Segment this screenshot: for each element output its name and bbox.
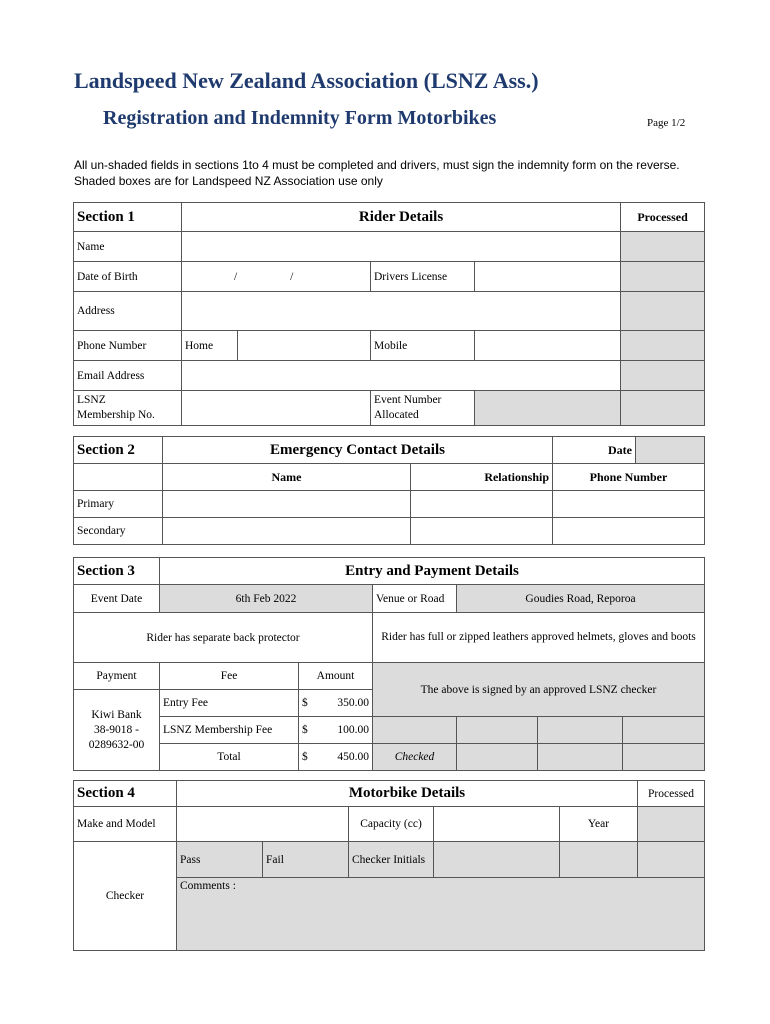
event-date-value: 6th Feb 2022 xyxy=(160,585,373,613)
membership-processed-box xyxy=(621,391,705,426)
checker-signed-note: The above is signed by an approved LSNZ checker xyxy=(373,663,705,717)
dob-slash-1: / xyxy=(234,270,238,283)
check-box-4 xyxy=(623,717,705,744)
pass-box: Pass xyxy=(177,842,263,878)
mobile-label: Mobile xyxy=(371,331,475,361)
event-label-line1: Event Number xyxy=(374,394,442,406)
date-label: Date xyxy=(553,437,636,464)
drivers-license-label: Drivers License xyxy=(371,262,475,292)
event-date-label: Event Date xyxy=(74,585,160,613)
checked-box-3 xyxy=(538,744,623,771)
event-number-field xyxy=(475,391,621,426)
section-1-table xyxy=(73,202,705,426)
section-2-label: Section 2 xyxy=(74,437,163,464)
bank-line2: 38-9018 - xyxy=(93,723,140,736)
make-model-field[interactable] xyxy=(177,807,349,842)
checker-initials-label: Checker Initials xyxy=(349,842,434,878)
date-box xyxy=(636,437,705,464)
form-subtitle: Registration and Indemnity Form Motorbikes xyxy=(103,107,497,129)
emergency-contact-heading: Emergency Contact Details xyxy=(163,437,553,464)
dob-processed-box xyxy=(621,262,705,292)
capacity-label: Capacity (cc) xyxy=(349,807,434,842)
payment-header: Payment xyxy=(74,663,160,690)
secondary-label: Secondary xyxy=(74,518,163,545)
name-column-header: Name xyxy=(163,464,411,491)
name-field[interactable] xyxy=(182,232,621,262)
check-box-3 xyxy=(538,717,623,744)
primary-relationship-field[interactable] xyxy=(411,491,553,518)
processed-label-4: Processed xyxy=(638,781,705,807)
bank-account xyxy=(74,690,160,771)
checked-box-2 xyxy=(457,744,538,771)
primary-name-field[interactable] xyxy=(163,491,411,518)
total-amount xyxy=(299,744,373,771)
section-4-label: Section 4 xyxy=(74,781,177,807)
fail-box: Fail xyxy=(263,842,349,878)
check-box-1 xyxy=(373,717,457,744)
checked-box-4 xyxy=(623,744,705,771)
email-field[interactable] xyxy=(182,361,621,391)
dob-slash-2: / xyxy=(290,270,294,283)
lsnz-membership-field[interactable] xyxy=(182,391,371,426)
bank-line3: 0289632-00 xyxy=(88,738,145,751)
relationship-column-header: Relationship xyxy=(411,464,553,491)
membership-fee-label: LSNZ Membership Fee xyxy=(160,717,299,744)
checker-initials-box-1 xyxy=(434,842,560,878)
motorbike-details-heading: Motorbike Details xyxy=(177,781,638,807)
section-4-table xyxy=(73,780,705,951)
address-processed-box xyxy=(621,292,705,331)
dob-field[interactable] xyxy=(182,262,371,292)
secondary-phone-field[interactable] xyxy=(553,518,705,545)
leathers-check[interactable]: Rider has full or zipped leathers approved helmets, gloves and boots xyxy=(373,613,705,663)
blank-header-cell xyxy=(74,464,163,491)
year-field xyxy=(638,807,705,842)
checker-initials-box-3 xyxy=(638,842,705,878)
section-1-label: Section 1 xyxy=(74,203,182,232)
membership-fee-value: 100.00 xyxy=(337,724,369,736)
home-label: Home xyxy=(182,331,238,361)
fee-header: Fee xyxy=(160,663,299,690)
currency-symbol: $ xyxy=(302,697,308,709)
currency-symbol: $ xyxy=(302,724,308,736)
phone-processed-box xyxy=(621,331,705,361)
address-field[interactable] xyxy=(182,292,621,331)
primary-label: Primary xyxy=(74,491,163,518)
form-title: Landspeed New Zealand Association (LSNZ Ass.) xyxy=(74,68,539,93)
comments-box xyxy=(177,878,705,951)
section-2-table xyxy=(73,436,705,545)
processed-label: Processed xyxy=(621,203,705,232)
event-label-line2: Allocated xyxy=(374,409,419,421)
lsnz-label-line2: Membership No. xyxy=(77,409,155,421)
membership-fee-amount xyxy=(299,717,373,744)
total-label: Total xyxy=(160,744,299,771)
checker-initials-box-2 xyxy=(560,842,638,878)
dob-label: Date of Birth xyxy=(74,262,182,292)
total-value: 450.00 xyxy=(337,751,369,763)
email-processed-box xyxy=(621,361,705,391)
name-label: Name xyxy=(74,232,182,262)
checked-label: Checked xyxy=(373,744,457,771)
event-number-label xyxy=(371,391,475,426)
drivers-license-field[interactable] xyxy=(475,262,621,292)
entry-fee-amount xyxy=(299,690,373,717)
address-label: Address xyxy=(74,292,182,331)
name-processed-box xyxy=(621,232,705,262)
section-3-table xyxy=(73,557,705,771)
primary-phone-field[interactable] xyxy=(553,491,705,518)
intro-text: All un-shaded fields in sections 1to 4 must be completed and drivers, must sign the indemnity form on the reverse. Shaded boxes are for Landspeed NZ Association use only xyxy=(74,158,680,188)
currency-symbol: $ xyxy=(302,751,308,763)
comments-label: Comments : xyxy=(180,880,236,892)
capacity-field[interactable] xyxy=(434,807,560,842)
checker-label: Checker xyxy=(74,842,177,951)
back-protector-check[interactable]: Rider has separate back protector xyxy=(74,613,373,663)
section-3-label: Section 3 xyxy=(74,558,160,585)
year-label: Year xyxy=(560,807,638,842)
secondary-relationship-field[interactable] xyxy=(411,518,553,545)
entry-payment-heading: Entry and Payment Details xyxy=(160,558,705,585)
email-label: Email Address xyxy=(74,361,182,391)
page-number: Page 1/2 xyxy=(647,117,686,129)
check-box-2 xyxy=(457,717,538,744)
phone-label: Phone Number xyxy=(74,331,182,361)
lsnz-membership-label xyxy=(74,391,182,426)
phone-column-header: Phone Number xyxy=(553,464,705,491)
rider-details-heading: Rider Details xyxy=(182,203,621,232)
entry-fee-label: Entry Fee xyxy=(160,690,299,717)
secondary-name-field[interactable] xyxy=(163,518,411,545)
home-phone-field[interactable] xyxy=(238,331,371,361)
lsnz-label-line1: LSNZ xyxy=(77,394,106,406)
make-model-label: Make and Model xyxy=(74,807,177,842)
entry-fee-value: 350.00 xyxy=(337,697,369,709)
mobile-field[interactable] xyxy=(475,331,621,361)
venue-label: Venue or Road xyxy=(373,585,457,613)
venue-value: Goudies Road, Reporoa xyxy=(457,585,705,613)
bank-line1: Kiwi Bank xyxy=(91,708,142,721)
amount-header: Amount xyxy=(299,663,373,690)
